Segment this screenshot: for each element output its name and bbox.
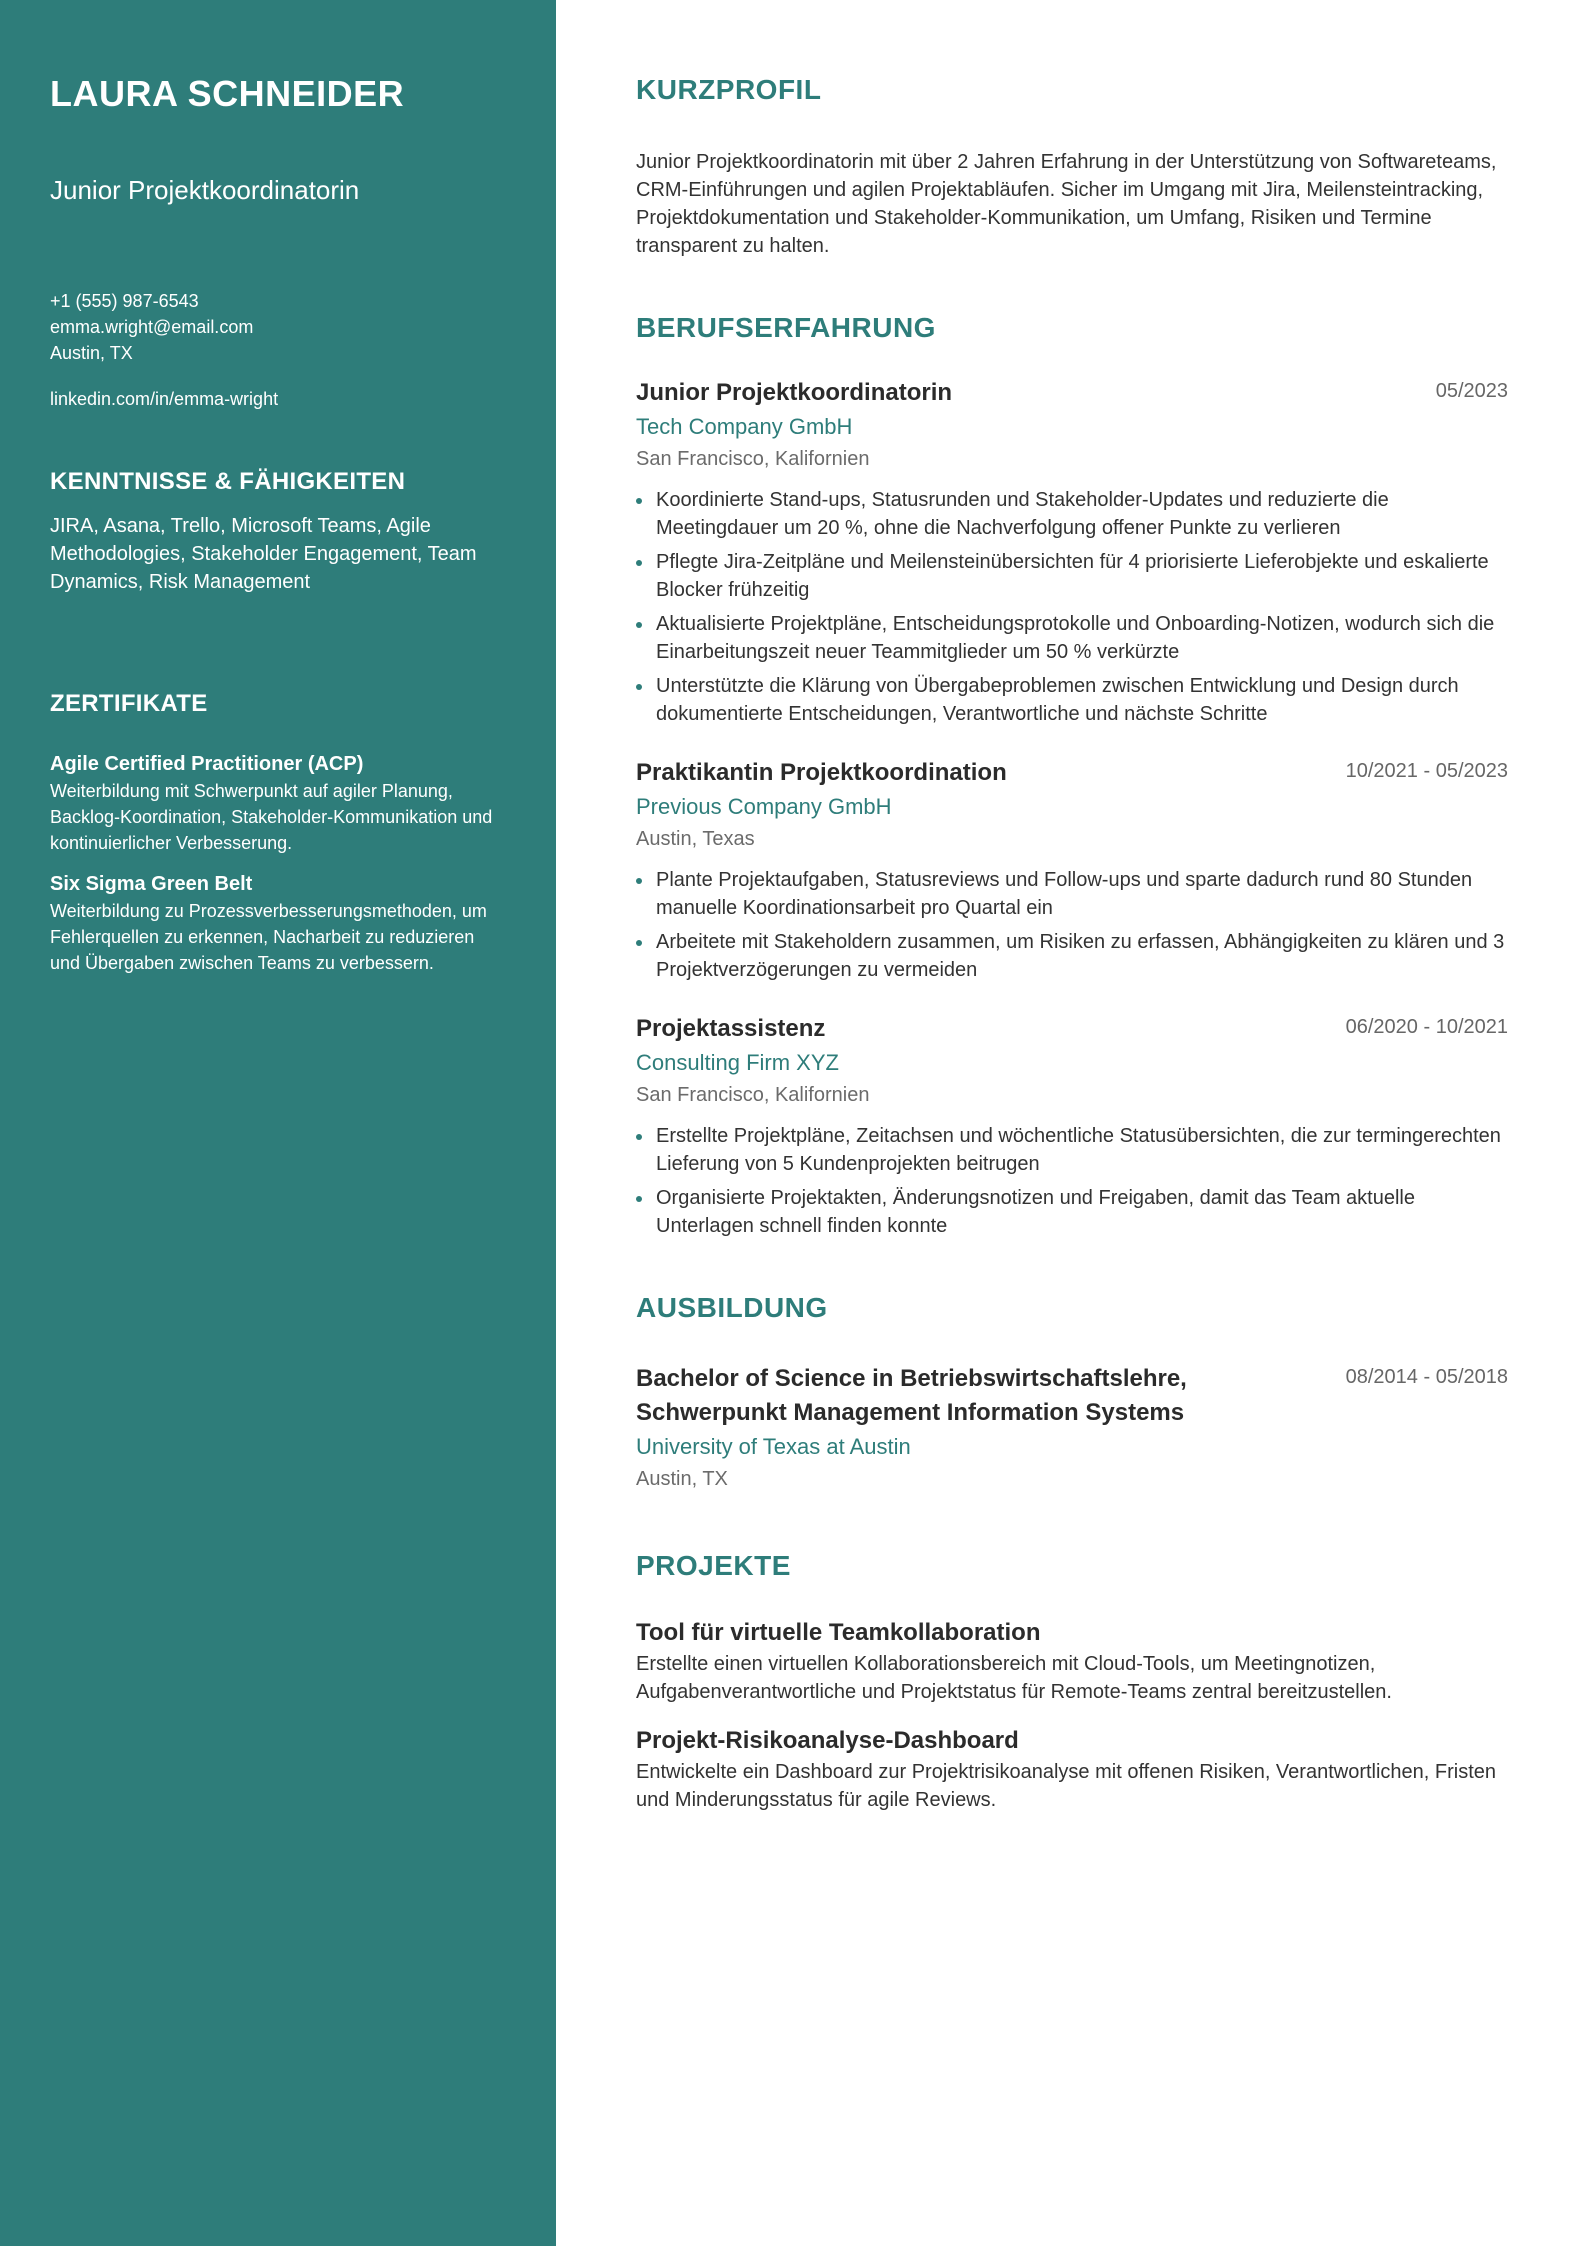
project-description: Erstellte einen virtuellen Kollaborationsbereich mit Cloud-Tools, um Meetingnotizen, Aufgabenverantwortliche und Projektstatus für Remote-Teams zentral bereitzustellen. [636, 1653, 1392, 1703]
phone: +1 (555) 987-6543 [50, 291, 199, 311]
job-bullet: Unterstützte die Klärung von Übergabeproblemen zwischen Entwicklung und Design durch dokumentierte Entscheidungen, Verantwortliche und nächste Schritte [636, 672, 1508, 728]
job-bullet: Koordinierte Stand-ups, Statusrunden und Stakeholder-Updates und reduzierte die Meetingdauer um 20 %, ohne die Nachverfolgung offener Punkte zu verlieren [636, 486, 1508, 542]
projects-list [636, 1616, 1508, 1814]
job-location: San Francisco, Kalifornien [636, 448, 870, 470]
job-bullets [636, 1122, 1508, 1240]
job-company: Tech Company GmbH [636, 414, 853, 439]
certificate-description: Weiterbildung zu Prozessverbesserungsmethoden, um Fehlerquellen zu erkennen, Nacharbeit zu reduzieren und Übergaben zwischen Teams zu verbessern. [50, 901, 487, 973]
job-bullet: Organisierte Projektakten, Änderungsnotizen und Freigaben, damit das Team aktuelle Unterlagen schnell finden konnte [636, 1184, 1508, 1240]
job-date: 06/2020 - 10/2021 [1345, 1016, 1508, 1038]
job-bullet: Pflegte Jira-Zeitpläne und Meilensteinübersichten für 4 priorisierte Lieferobjekte und eskalierte Blocker frühzeitig [636, 548, 1508, 604]
project-title: Tool für virtuelle Teamkollaboration [636, 1619, 1041, 1646]
skills-list: JIRA, Asana, Trello, Microsoft Teams, Agile Methodologies, Stakeholder Engagement, Team Dynamics, Risk Management [50, 515, 477, 593]
job-bullets [636, 486, 1508, 728]
contact-block [50, 288, 506, 412]
certificate-name: Agile Certified Practitioner (ACP) [50, 753, 364, 775]
degree: Bachelor of Science in Betriebswirtschaftslehre, Schwerpunkt Management Information Systems [636, 1365, 1187, 1426]
candidate-role: Junior Projektkoordinatorin [50, 175, 360, 205]
certificates-heading: ZERTIFIKATE [50, 690, 208, 717]
job-company: Previous Company GmbH [636, 794, 892, 819]
job-entry [636, 1012, 1508, 1240]
education-heading: AUSBILDUNG [636, 1292, 828, 1323]
job-location: Austin, Texas [636, 828, 755, 850]
job-entry [636, 756, 1508, 984]
job-entry [636, 376, 1508, 728]
job-title: Junior Projektkoordinatorin [636, 379, 953, 406]
job-date: 05/2023 [1435, 380, 1508, 402]
sidebar [0, 0, 556, 2246]
job-company: Consulting Firm XYZ [636, 1050, 839, 1075]
linkedin: linkedin.com/in/emma-wright [50, 389, 279, 409]
project-item [636, 1724, 1508, 1814]
profile-heading: KURZPROFIL [636, 74, 822, 105]
education-entry [636, 1362, 1508, 1494]
school-location: Austin, TX [636, 1468, 728, 1490]
certificate-item [50, 750, 506, 856]
certificates-list [50, 750, 506, 976]
project-title: Projekt-Risikoanalyse-Dashboard [636, 1727, 1019, 1754]
school: University of Texas at Austin [636, 1434, 911, 1459]
project-item [636, 1616, 1508, 1706]
job-bullet: Erstellte Projektpläne, Zeitachsen und wöchentliche Statusübersichten, die zur termingerechten Lieferung von 5 Kundenprojekten beitrugen [636, 1122, 1508, 1178]
candidate-name: LAURA SCHNEIDER [50, 73, 405, 114]
job-bullet: Aktualisierte Projektpläne, Entscheidungsprotokolle und Onboarding-Notizen, wodurch sich die Einarbeitungszeit neuer Teammitglieder um 50 % verkürzte [636, 610, 1508, 666]
certificate-name: Six Sigma Green Belt [50, 873, 253, 895]
email: emma.wright@email.com [50, 317, 254, 337]
projects-heading: PROJEKTE [636, 1550, 791, 1581]
city: Austin, TX [50, 343, 133, 363]
job-date: 10/2021 - 05/2023 [1345, 760, 1508, 782]
skills-heading: KENNTNISSE & FÄHIGKEITEN [50, 468, 406, 495]
job-bullet: Arbeitete mit Stakeholdern zusammen, um Risiken zu erfassen, Abhängigkeiten zu klären und 3 Projektverzögerungen zu vermeiden [636, 928, 1508, 984]
education-date: 08/2014 - 05/2018 [1345, 1366, 1508, 1388]
job-bullets [636, 866, 1508, 984]
profile-summary: Junior Projektkoordinatorin mit über 2 Jahren Erfahrung in der Unterstützung von Softwareteams, CRM-Einführungen und agilen Projektabläufen. Sicher im Umgang mit Jira, Meilensteintracking, Projektdokumentation und Stakeholder-Kommunikation, um Umfang, Risiken und Termine transparent zu halten. [636, 151, 1497, 257]
job-location: San Francisco, Kalifornien [636, 1084, 870, 1106]
certificate-description: Weiterbildung mit Schwerpunkt auf agiler Planung, Backlog-Koordination, Stakeholder-Kommunikation und kontinuierlicher Verbesserung. [50, 781, 493, 853]
job-bullet: Plante Projektaufgaben, Statusreviews und Follow-ups und sparte dadurch rund 80 Stunden manuelle Koordinationsarbeit pro Quartal ein [636, 866, 1508, 922]
experience-heading: BERUFSERFAHRUNG [636, 312, 936, 343]
project-description: Entwickelte ein Dashboard zur Projektrisikoanalyse mit offenen Risiken, Verantwortlichen, Fristen und Minderungsstatus für agile Reviews. [636, 1761, 1497, 1811]
certificate-item [50, 870, 506, 976]
main-content [556, 0, 1588, 2246]
job-title: Projektassistenz [636, 1015, 826, 1042]
job-title: Praktikantin Projektkoordination [636, 759, 1007, 786]
